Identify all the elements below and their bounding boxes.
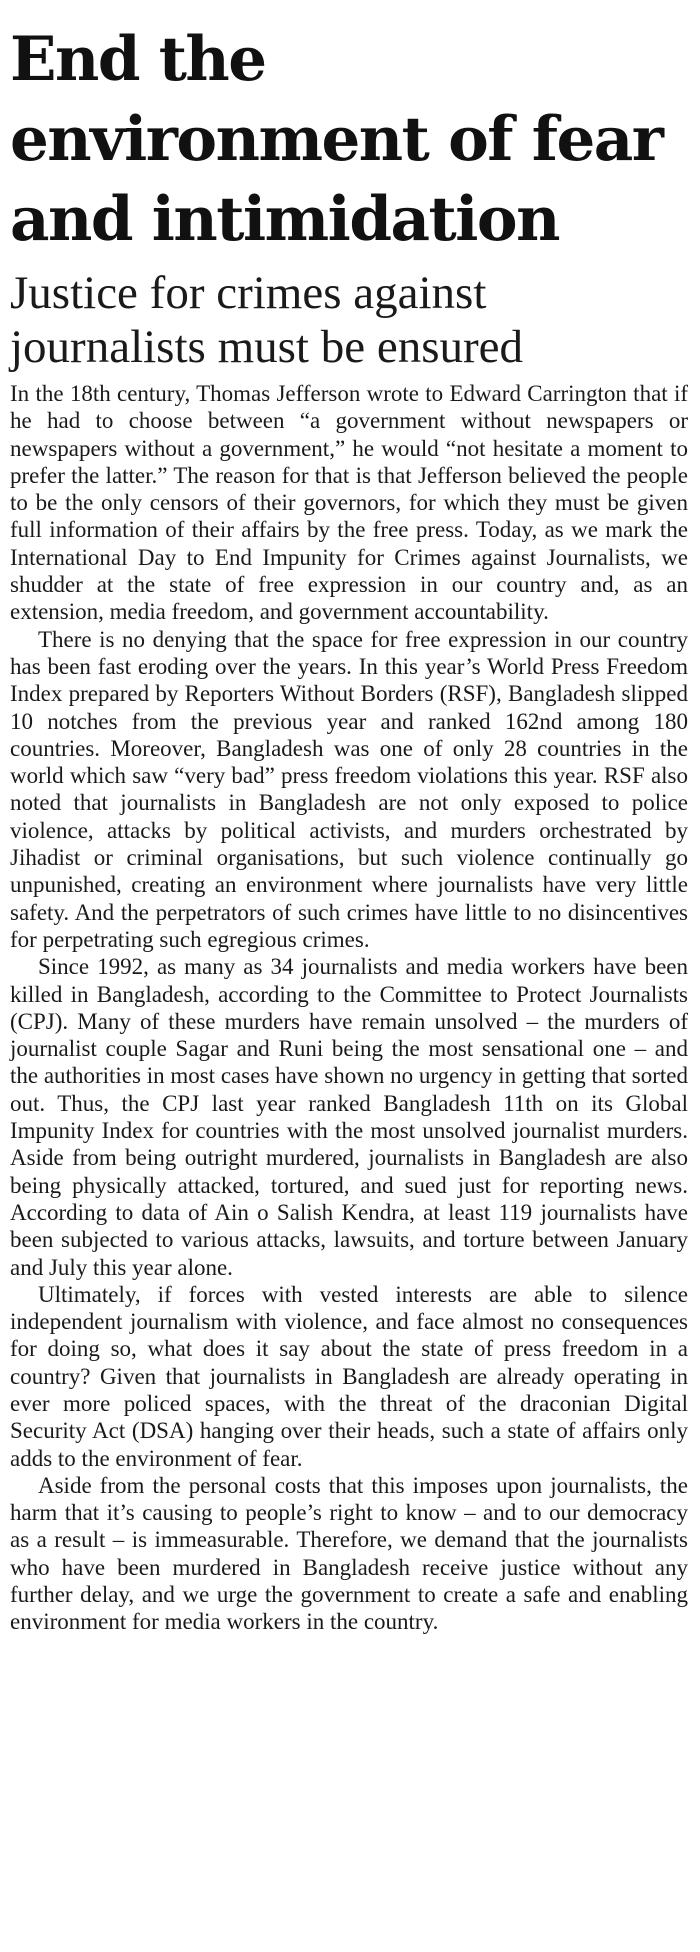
paragraph-4: Ultimately, if forces with vested interests are able to silence independent journalism with violence, and face almost no consequences for doing so, what does it say about the state of press freedom in a country? Given that journalists in Bangladesh are already operating in ever more policed spaces, with the threat of the draconian Digital Security Act (DSA) hanging over their heads, such a state of affairs only adds to the environment of fear. <box>10 1281 688 1471</box>
paragraph-5: Aside from the personal costs that this imposes upon journalists, the harm that it’s causing to people’s right to know – and to our democracy as a result – is immeasurable. Therefore, we demand that the journalists who have been murdered in Bangladesh receive justice without any further delay, and we urge the government to create a safe and enabling environment for media workers in the country. <box>10 1472 688 1635</box>
subheadline: Justice for crimes against journalists must be ensured <box>10 267 524 373</box>
editorial-article <box>10 20 688 1636</box>
article-body <box>10 380 688 1636</box>
paragraph-3: Since 1992, as many as 34 journalists and media workers have been killed in Bangladesh, according to the Committee to Protect Journalists (CPJ). Many of these murders have remain unsolved – the murders of journalist couple Sagar and Runi being the most sensational one – and the authorities in most cases have shown no urgency in getting that sorted out. Thus, the CPJ last year ranked Bangladesh 11th on its Global Impunity Index for countries with the most unsolved journalist murders. Aside from being outright murdered, journalists in Bangladesh are also being physically attacked, tortured, and sued just for reporting news. According to data of Ain o Salish Kendra, at least 119 journalists have been subjected to various attacks, lawsuits, and torture between January and July this year alone. <box>10 954 688 1280</box>
headline: End the environment of fear and intimidation <box>10 24 663 255</box>
paragraph-1: In the 18th century, Thomas Jefferson wrote to Edward Carrington that if he had to choose between “a government without newspapers or newspapers without a government,” he would “not hesitate a moment to prefer the latter.” The reason for that is that Jefferson believed the people to be the only censors of their governors, for which they must be given full information of their affairs by the free press. Today, as we mark the International Day to End Impunity for Crimes against Journalists, we shudder at the state of free expression in our country and, as an extension, media freedom, and government accountability. <box>10 381 688 625</box>
paragraph-2: There is no denying that the space for free expression in our country has been fast eroding over the years. In this year’s World Press Freedom Index prepared by Reporters Without Borders (RSF), Bangladesh slipped 10 notches from the previous year and ranked 162nd among 180 countries. Moreover, Bangladesh was one of only 28 countries in the world which saw “very bad” press freedom violations this year. RSF also noted that journalists in Bangladesh are not only exposed to police violence, attacks by political activists, and murders orchestrated by Jihadist or criminal organisations, but such violence continually go unpunished, creating an environment where journalists have very little safety. And the perpetrators of such crimes have little to no disincentives for perpetrating such egregious crimes. <box>10 626 688 952</box>
